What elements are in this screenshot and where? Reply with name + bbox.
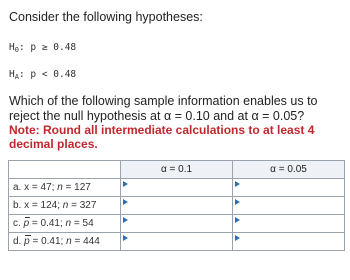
table-row — [9, 179, 345, 197]
header-alpha-0.1: α = 0.1 — [121, 161, 233, 179]
dropdown-d-alpha-0.1[interactable] — [121, 233, 233, 251]
table-row — [9, 215, 345, 233]
alternative-hypothesis — [9, 69, 76, 80]
ha-subscript: A — [14, 73, 19, 81]
caret-icon — [235, 199, 240, 205]
intro-text: Consider the following hypotheses: — [9, 10, 203, 24]
header-alpha-0.05: α = 0.05 — [233, 161, 345, 179]
table-header-row — [9, 161, 345, 179]
dropdown-d-alpha-0.05[interactable] — [233, 233, 345, 251]
ha-symbol: H — [9, 69, 15, 80]
dropdown-a-alpha-0.05[interactable] — [233, 179, 345, 197]
caret-icon — [235, 217, 240, 223]
caret-icon — [123, 235, 128, 241]
dropdown-c-alpha-0.05[interactable] — [233, 215, 345, 233]
row-label-d: d. p = 0.41; n = 444 — [9, 233, 121, 251]
question-text: Which of the following sample information enables us to reject the null hypothesis at α = 0.10 and at α = 0.05? — [9, 94, 318, 123]
answer-table — [8, 160, 345, 251]
caret-icon — [123, 199, 128, 205]
caret-icon — [235, 181, 240, 187]
table-row — [9, 197, 345, 215]
rounding-note: Note: Round all intermediate calculations to at least 4 decimal places. — [9, 123, 315, 151]
ha-condition: : p < 0.48 — [18, 69, 77, 80]
caret-icon — [235, 235, 240, 241]
row-label-a: a. x = 47; n = 127 — [9, 179, 121, 197]
caret-icon — [123, 217, 128, 223]
dropdown-a-alpha-0.1[interactable] — [121, 179, 233, 197]
header-blank-cell — [9, 161, 121, 179]
null-hypothesis — [9, 42, 76, 53]
h0-symbol: H — [9, 42, 15, 53]
dropdown-b-alpha-0.05[interactable] — [233, 197, 345, 215]
caret-icon — [123, 181, 128, 187]
row-label-c: c. p = 0.41; n = 54 — [9, 215, 121, 233]
h0-subscript: 0 — [14, 46, 19, 54]
row-label-b: b. x = 124; n = 327 — [9, 197, 121, 215]
h0-condition: : p ≥ 0.48 — [18, 42, 77, 53]
dropdown-b-alpha-0.1[interactable] — [121, 197, 233, 215]
dropdown-c-alpha-0.1[interactable] — [121, 215, 233, 233]
table-row — [9, 233, 345, 251]
